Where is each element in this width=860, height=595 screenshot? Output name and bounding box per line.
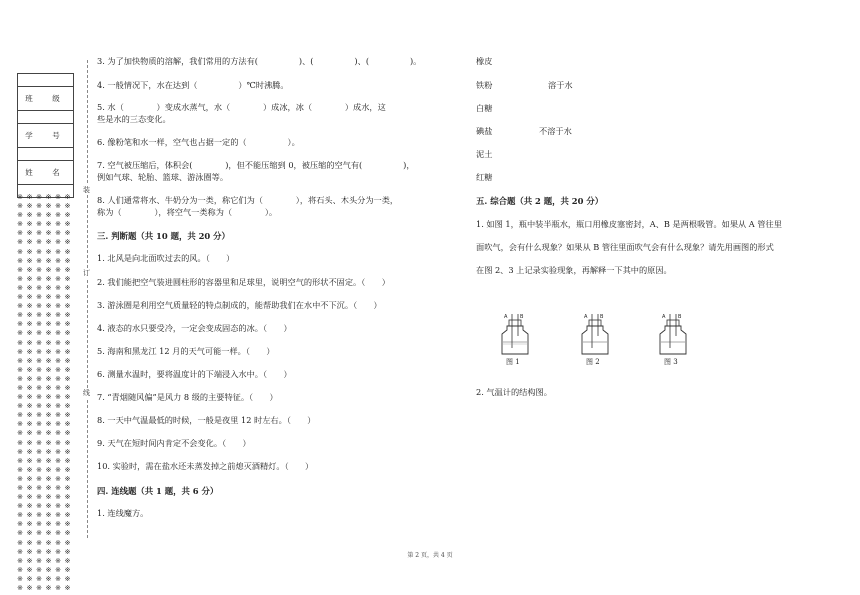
student-info-table <box>17 73 74 198</box>
figure-2-caption: 图 2 <box>586 358 600 366</box>
binding-dashed-line <box>87 60 88 538</box>
item-brown-sugar: 红糖 <box>476 172 493 182</box>
question-8-line2: 称为（ ），将空气一类称为（ ）。 <box>97 207 278 217</box>
judge-item: 8. 一天中气温最低的时候，一般是夜里 12 时左右。（ ） <box>97 415 316 425</box>
item-soil: 泥土 <box>476 149 493 159</box>
section-5-title: 五. 综合题（共 2 题，共 20 分） <box>476 196 604 206</box>
tube-a-label: A <box>662 314 666 320</box>
question-8-line1: 8. 人们通常将水、牛奶分为一类，称它们为（ ），将石头、木头分为一类， <box>97 195 399 205</box>
judge-item: 5. 海南和黑龙江 12 月的天气可能一样。（ ） <box>97 346 275 356</box>
item-iron-powder: 铁粉 <box>476 80 493 90</box>
question-5-line2: 些是水的三态变化。 <box>97 114 171 124</box>
tube-b-label: B <box>520 314 524 320</box>
comprehensive-q1-line3: 在图 2、3 上记录实验现象，再解释一下其中的原因。 <box>476 265 672 275</box>
label-soluble: 溶于水 <box>548 80 573 90</box>
question-3: 3. 为了加快物质的溶解，我们常用的方法有( )、( )、( )。 <box>97 56 422 66</box>
tube-b-label: B <box>600 314 604 320</box>
judge-item: 3. 游泳圈是利用空气质量轻的特点制成的，能帮助我们在水中不下沉。（ ） <box>97 300 382 310</box>
comprehensive-q1-line2: 面吹气，会有什么现象？如果从 B 管往里面吹气会有什么现象？请先用画图的形式 <box>476 242 774 252</box>
tube-a-label: A <box>504 314 508 320</box>
item-iodized-salt: 碘盐 <box>476 126 493 136</box>
label-insoluble: 不溶于水 <box>539 126 572 136</box>
judge-item: 1. 北风是向北面吹过去的风。（ ） <box>97 253 235 263</box>
binding-char-xian: 线 <box>83 389 90 397</box>
question-7-line1: 7. 空气被压缩后，体积会( )，但不能压缩到 0，被压缩的空气有( )， <box>97 160 415 170</box>
blank-cell <box>18 74 74 87</box>
binding-char-ding: 订 <box>83 269 90 277</box>
judge-item: 6. 测量水温时，要将温度计的下端浸入水中。（ ） <box>97 369 292 379</box>
class-label: 班 级 <box>18 87 74 111</box>
student-id-label: 学 号 <box>18 124 74 148</box>
judge-item: 7. “青烟随风偏”是风力 8 级的主要特征。（ ） <box>97 392 278 402</box>
matching-question: 1. 连线魔方。 <box>97 508 149 518</box>
question-6: 6. 像粉笔和水一样，空气也占据一定的（ ）。 <box>97 137 300 147</box>
name-label: 姓 名 <box>18 161 74 185</box>
judge-item: 2. 我们能把空气装进圆柱形的容器里和足球里，说明空气的形状不固定。（ ） <box>97 277 390 287</box>
judge-item: 4. 液态的水只要受冷，一定会变成固态的冰。（ ） <box>97 323 292 333</box>
section-4-title: 四. 连线题（共 1 题，共 6 分） <box>97 486 219 496</box>
judge-item: 9. 天气在短时间内肯定不会变化。（ ） <box>97 438 251 448</box>
bottle-figure-1 <box>498 300 532 362</box>
item-white-sugar: 白糖 <box>476 103 493 113</box>
section-3-title: 三. 判断题（共 10 题，共 20 分） <box>97 231 230 241</box>
comprehensive-q1-line1: 1. 如图 1，瓶中装半瓶水，瓶口用橡皮塞密封，A、B 是两根吸管。如果从 A 管往里 <box>476 219 782 229</box>
comprehensive-q2: 2. 气温计的结构图。 <box>476 387 552 397</box>
page-footer: 第 2 页，共 4 页 <box>407 552 453 559</box>
figure-3-caption: 图 3 <box>664 358 678 366</box>
question-7-line2: 例如气球、轮胎、篮球、游泳圈等。 <box>97 172 229 182</box>
judge-item: 10. 实验时，需在盐水还未蒸发掉之前熄灭酒精灯。（ ） <box>97 461 314 471</box>
tube-a-label: A <box>584 314 588 320</box>
item-eraser: 橡皮 <box>476 56 493 66</box>
class-field[interactable] <box>18 111 74 124</box>
question-5-line1: 5. 水（ ）变成水蒸气，水（ ）成冰，冰（ ）成水，这 <box>97 102 386 112</box>
bottle-figure-3 <box>656 300 690 362</box>
binding-stars: ※ ※ ※ ※ ※ ※ ※ ※ ※ ※ ※ ※ ※ ※ ※ ※ ※ ※ ※ ※ ※ ※ ※ ※ ※ ※ ※ ※ ※ ※ ※ ※ ※ ※ ※ ※ ※ ※ ※ ※ ※ ※ ※ ※ ※ ※ ※ ※ ※ ※ ※ ※ ※ ※ ※ ※ ※ ※ ※ ※ ※ ※ ※ ※ ※ ※ ※ ※ ※ ※ ※ ※ ※ ※ ※ ※ ※ ※ ※ ※ ※ ※ ※ ※ ※ ※ ※ ※ ※ ※ ※ ※ ※ ※ ※ ※ ※ ※ ※ ※ ※ ※ ※ ※ ※ ※ ※ ※ ※ ※ ※ ※ ※ ※ ※ ※ ※ ※ ※ ※ ※ ※ ※ ※ ※ ※ ※ ※ ※ ※ ※ ※ ※ ※ ※ ※ ※ ※ ※ ※ ※ ※ ※ ※ ※ ※ ※ ※ ※ ※ ※ ※ ※ ※ ※ ※ ※ ※ ※ ※ ※ ※ ※ ※ ※ ※ ※ ※ ※ ※ ※ ※ ※ ※ ※ ※ ※ ※ ※ ※ ※ ※ ※ ※ ※ ※ ※ ※ ※ ※ ※ ※ ※ ※ ※ ※ ※ ※ ※ ※ ※ ※ ※ ※ ※ ※ ※ ※ ※ ※ ※ ※ ※ ※ ※ ※ ※ ※ ※ ※ ※ ※ ※ ※ ※ ※ ※ ※ ※ ※ ※ ※ ※ ※ ※ ※ ※ ※ ※ ※ ※ ※ ※ ※ ※ ※ ※ ※ ※ ※ ※ ※ ※ ※ ※ ※ ※ ※ ※ ※ ※ ※ ※ ※ <box>17 192 72 593</box>
figure-1-caption: 图 1 <box>506 358 520 366</box>
student-id-field[interactable] <box>18 148 74 161</box>
binding-char-zhuang: 装 <box>83 186 90 194</box>
question-4: 4. 一般情况下，水在达到（ ）℃时沸腾。 <box>97 80 289 90</box>
tube-b-label: B <box>678 314 682 320</box>
bottle-figure-2 <box>578 300 612 362</box>
